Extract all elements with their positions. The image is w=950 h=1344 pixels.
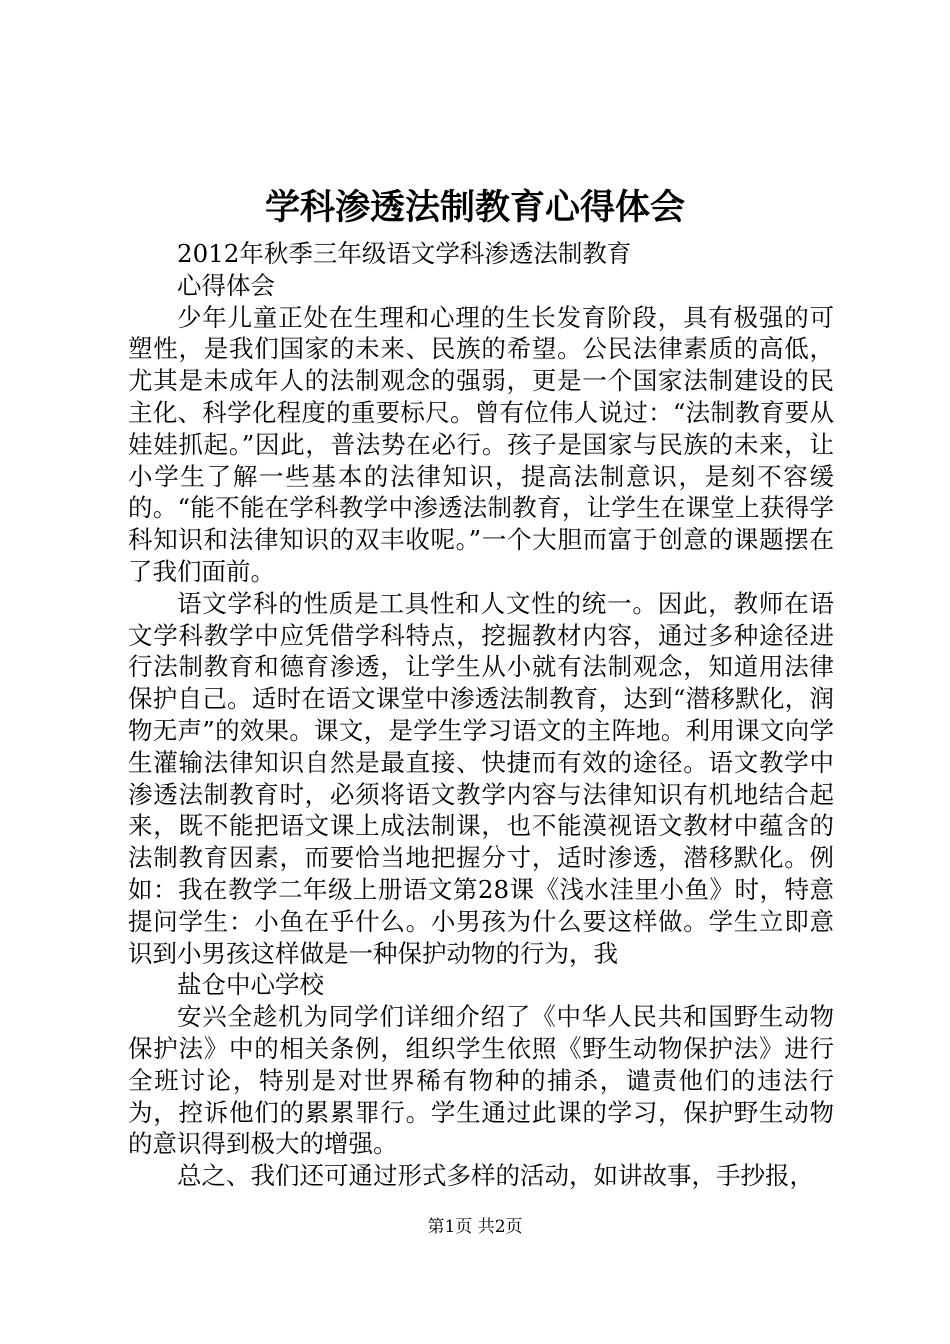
paragraph-2: 语文学科的性质是工具性和人文性的统一。因此，教师在语文学科教学中应凭借学科特点，挖掘教材内容，通过多种途径进行法制教育和德育渗透，让学生从小就有法制观念，知道用法律保护自己。适时在语文课堂中渗透法制教育，达到“潜移默化，润物无声”的效果。课文，是学生学习语文的主阵地。利用课文向学生灌输法律知识自然是最直接、快捷而有效的途径。语文教学中渗透法制教育时，必须将语文教学内容与法律知识有机地结合起来，既不能把语文课上成法制课，也不能漠视语文教材中蕴含的法制教育因素，而要恰当地把握分寸，适时渗透，潜移默化。例如：我在教学二年级上册语文第28课《浅水洼里小鱼》时，特意提问学生：小鱼在乎什么。小男孩为什么要这样做。学生立即意识到小男孩这样做是一种保护动物的行为，我	[128, 588, 834, 968]
subtitle-line-2: 心得体会	[177, 270, 275, 300]
paragraph-4: 总之、我们还可通过形式多样的活动，如讲故事，手抄报，	[177, 1161, 814, 1191]
paragraph-3: 安兴全趁机为同学们详细介绍了《中华人民共和国野生动物保护法》中的相关条例，组织学生依照《野生动物保护法》进行全班讨论，特别是对世界稀有物种的捕杀，谴责他们的违法行为，控诉他们的累累罪行。学生通过此课的学习，保护野生动物的意识得到极大的增强。	[128, 1002, 834, 1159]
paragraph-1: 少年儿童正处在生理和心理的生长发育阶段，具有极强的可塑性，是我们国家的未来、民族的希望。公民法律素质的高低，尤其是未成年人的法制观念的强弱，更是一个国家法制建设的民主化、科学化程度的重要标尺。曾有位伟人说过：“法制教育要从娃娃抓起。”因此，普法势在必行。孩子是国家与民族的未来，让小学生了解一些基本的法律知识，提高法制意识，是刻不容缓的。“能不能在学科教学中渗透法制教育，让学生在课堂上获得学科知识和法律知识的双丰收呢。”一个大胆而富于创意的课题摆在了我们面前。	[128, 302, 834, 586]
subtitle-line-1: 2012年秋季三年级语文学科渗透法制教育	[177, 239, 632, 268]
school-name: 盐仓中心学校	[177, 970, 324, 1000]
document-title: 学科渗透法制教育心得体会	[264, 188, 685, 228]
page-number-footer: 第1页 共2页	[427, 1217, 523, 1237]
document-body	[128, 238, 834, 1192]
